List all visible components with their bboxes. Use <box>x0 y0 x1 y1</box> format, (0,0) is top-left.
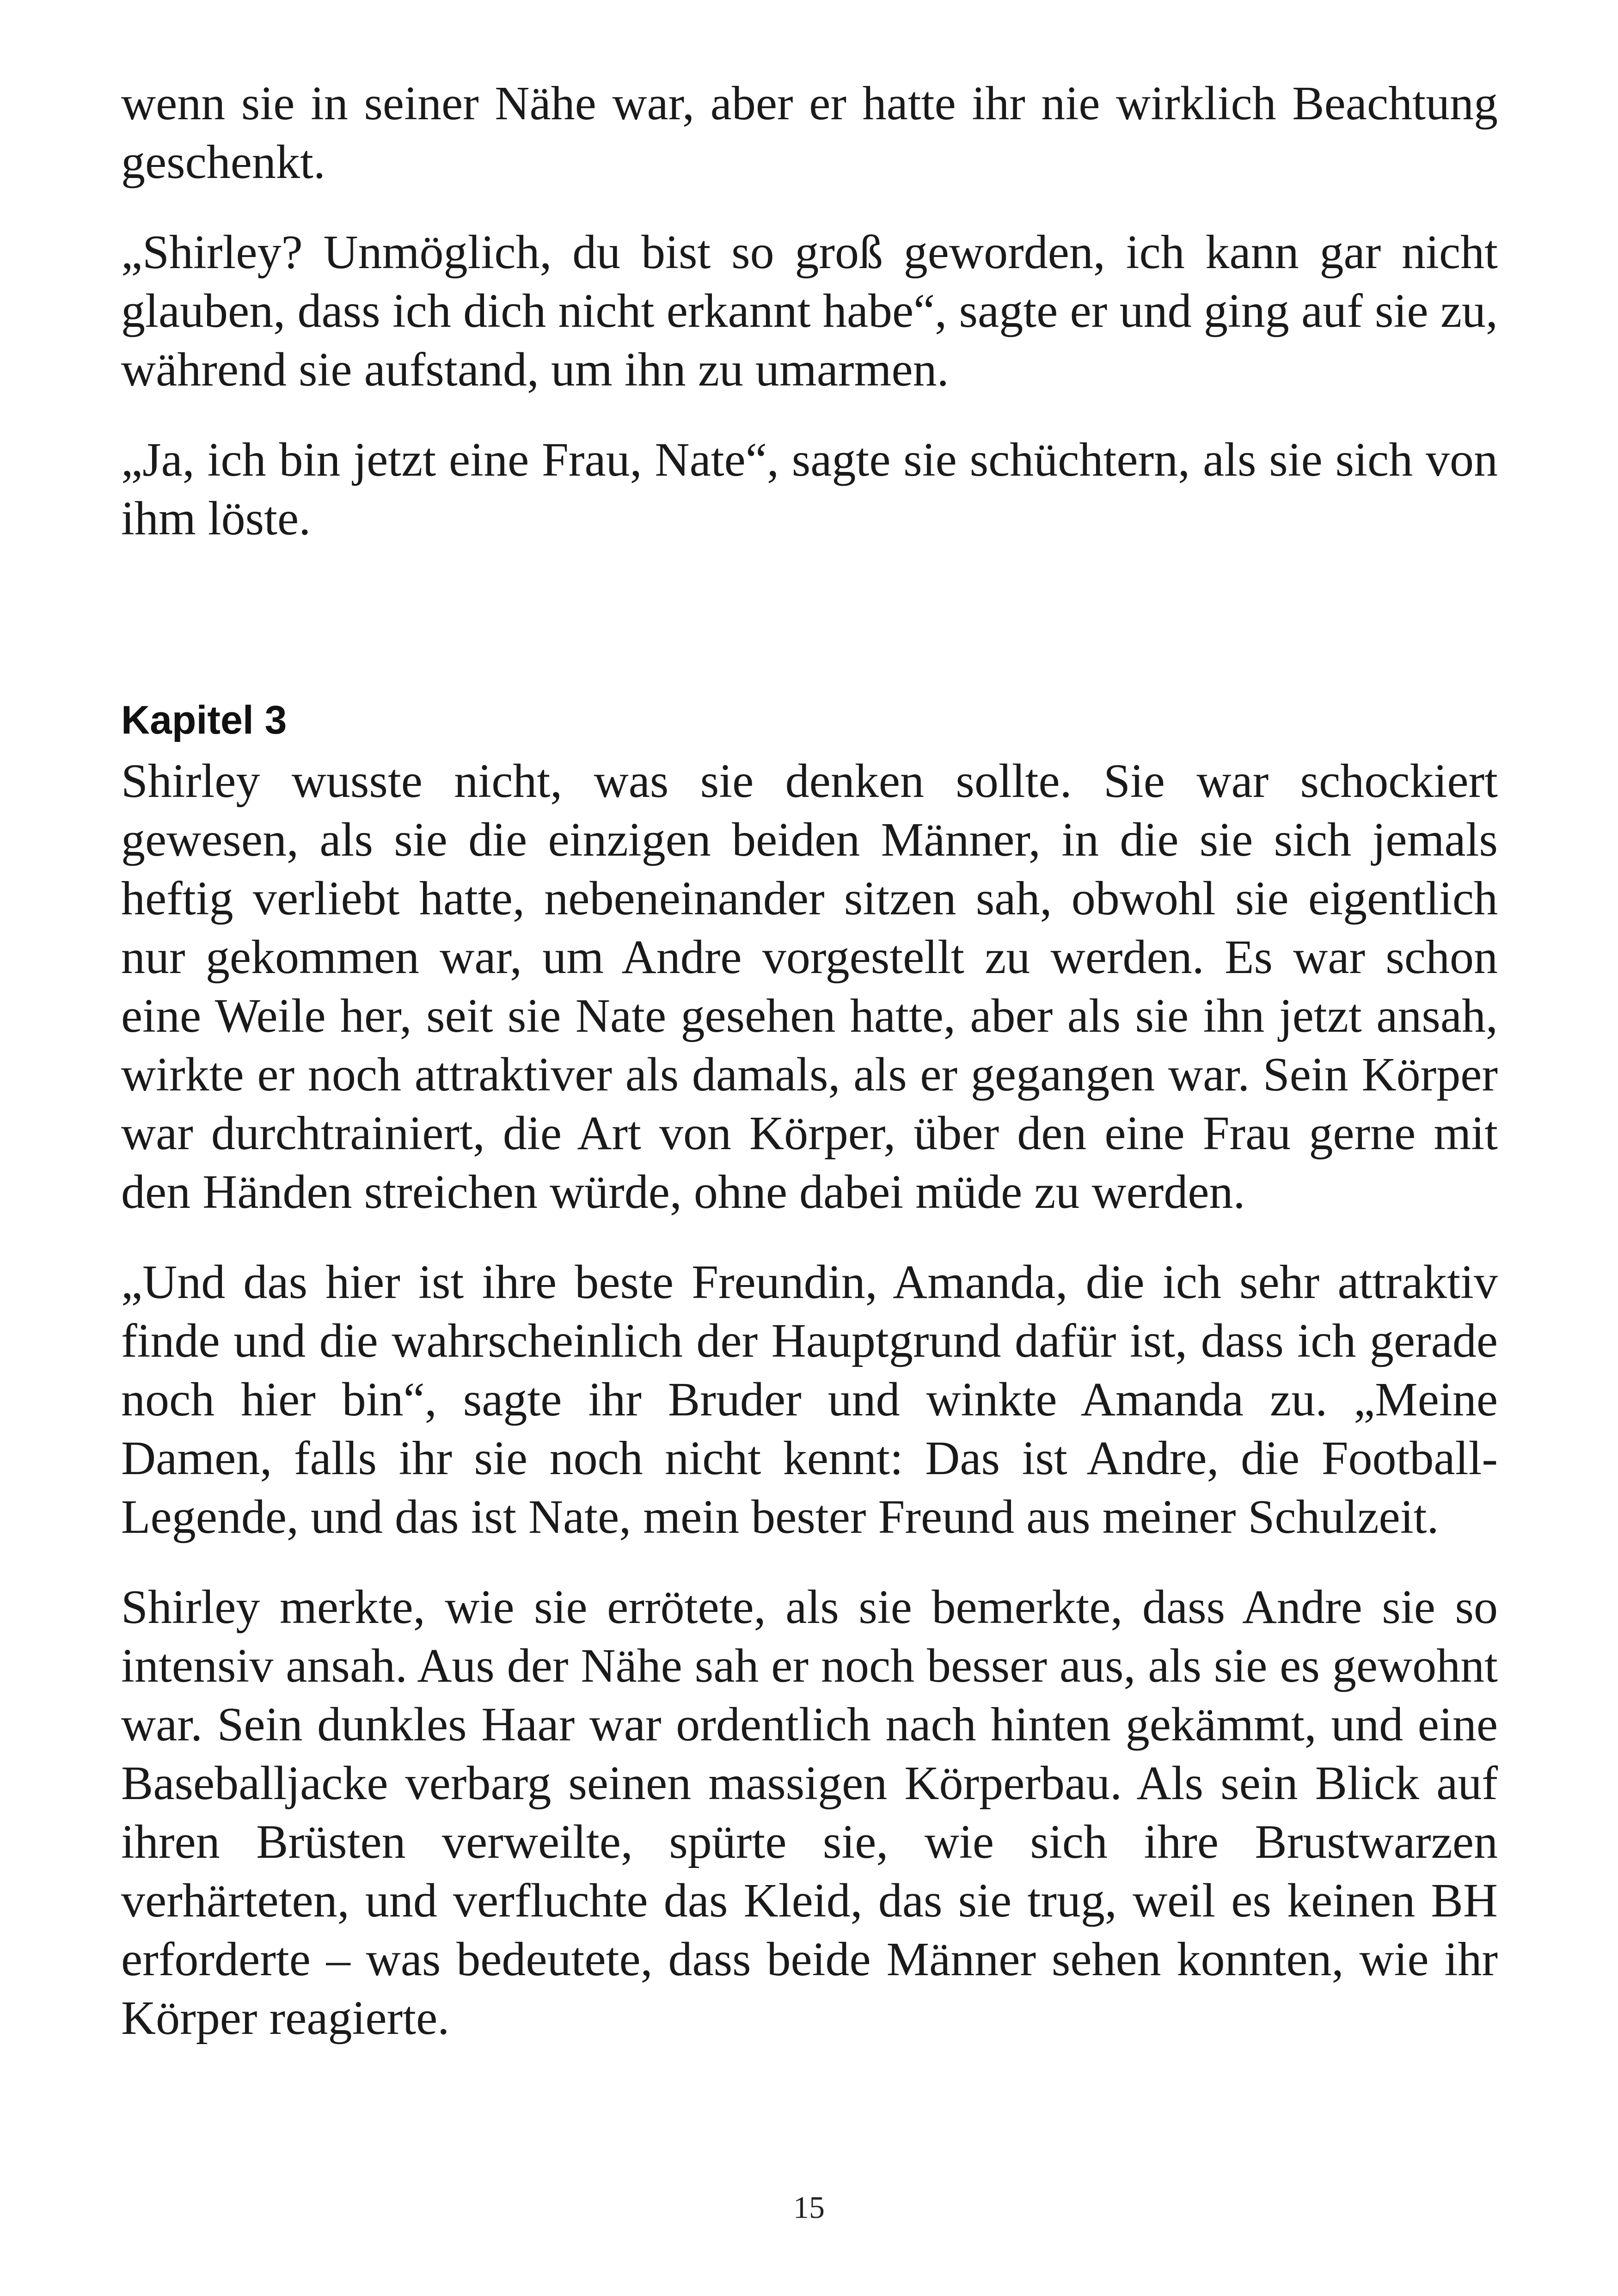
page-body <box>121 74 1498 2047</box>
paragraph: „Shirley? Unmöglich, du bist so groß geworden, ich kann gar nicht glauben, dass ich dich nicht erkannt habe“, sagte er und ging auf sie zu, während sie aufstand, um ihn zu umarmen. <box>121 226 1498 396</box>
chapter-heading: Kapitel 3 <box>121 698 287 742</box>
chapter-section <box>121 691 1498 2047</box>
paragraph: „Ja, ich bin jetzt eine Frau, Nate“, sagte sie schüchtern, als sie sich von ihm löste. <box>121 433 1498 545</box>
paragraph: wenn sie in seiner Nähe war, aber er hatte ihr nie wirklich Beachtung geschenkt. <box>121 77 1498 189</box>
paragraph: Shirley wusste nicht, was sie denken sollte. Sie war schockiert gewesen, als sie die einzigen beiden Männer, in die sie sich jemals heftig verliebt hatte, nebeneinander sitzen sah, obwohl sie eigentlich nur gekommen war, um Andre vorgestellt zu werden. Es war schon eine Weile her, seit sie Nate gesehen hatte, aber als sie ihn jetzt ansah, wirkte er noch attraktiver als damals, als er gegangen war. Sein Körper war durchtrainiert, die Art von Körper, über den eine Frau gerne mit den Händen streichen würde, ohne dabei müde zu werden. <box>121 754 1498 1218</box>
section-spacer <box>121 548 1498 691</box>
section-continued-text <box>121 74 1498 548</box>
page-number: 15 <box>793 2190 825 2225</box>
paragraph: „Und das hier ist ihre beste Freundin, Amanda, die ich sehr attraktiv finde und die wahrscheinlich der Hauptgrund dafür ist, dass ich gerade noch hier bin“, sagte ihr Bruder und winkte Amanda zu. „Meine Damen, falls ihr sie noch nicht kennt: Das ist Andre, die Football-Legende, und das ist Nate, mein bester Freund aus meiner Schulzeit. <box>121 1255 1498 1543</box>
paragraph: Shirley merkte, wie sie errötete, als sie bemerkte, dass Andre sie so intensiv ansah. Aus der Nähe sah er noch besser aus, als sie es gewohnt war. Sein dunkles Haar war ordentlich nach hinten gekämmt, und eine Baseballjacke verbarg seinen massigen Körperbau. Als sein Blick auf ihren Brüsten verweilte, spürte sie, wie sich ihre Brustwarzen verhärteten, und verfluchte das Kleid, das sie trug, weil es keinen BH erforderte – was bedeutete, dass beide Männer sehen konnten, wie ihr Körper reagierte. <box>121 1580 1498 2045</box>
